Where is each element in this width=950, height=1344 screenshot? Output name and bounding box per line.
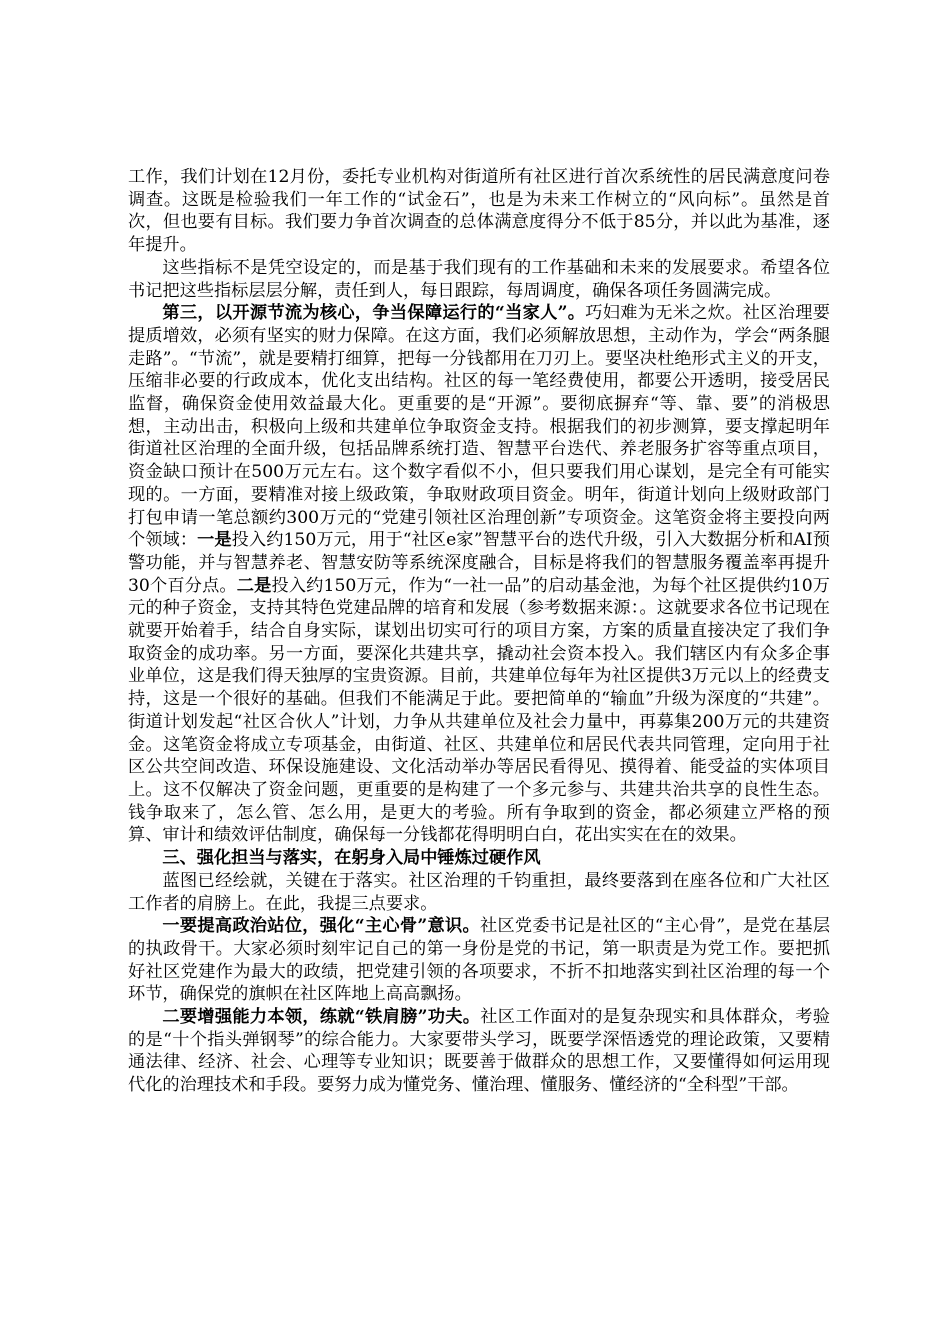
bold-lead-sentence: 二要增强能力本领，练就“铁肩膀”功夫。 [162,1007,481,1028]
section-heading-three [128,847,830,870]
paragraph-indicators [128,257,830,302]
document-page [128,166,830,1097]
heading-text: 三、强化担当与落实，在躬身入局中锤炼过硬作风 [162,848,541,869]
paragraph-text: 工作，我们计划在12月份，委托专业机构对街道所有社区进行首次系统性的居民满意度问卷调查。这既是检验我们一年工作的“试金石”，也是为未来工作树立的“风向标”。虽然是首次，但也要有目标。我们要力争首次调查的总体满意度得分不低于85分，并以此为基准，逐年提升。 [128,167,830,256]
paragraph-text: 社区党委书记是社区的“主心骨”，是党在基层的执政骨干。大家必须时刻牢记自己的第一身份是党的书记，第一职责是为党工作。要把抓好社区党建作为最大的政绩，把党建引领的各项要求，不折不扣地落实到社区治理的每一个环节，确保党的旗帜在社区阵地上高高飘扬。 [128,916,831,1005]
paragraph-text: 巧妇难为无米之炊。社区治理要提质增效，必须有坚实的财力保障。在这方面，我们必须解放思想，主动作为，学会“两条腿走路”。“节流”，就是要精打细算，把每一分钱都用在刀刃上。要坚决杜绝形式主义的开支，压缩非必要的行政成本，优化支出结构。社区的每一笔经费使用，都要公开透明，接受居民监督，确保资金使用效益最大化。更重要的是“开源”。要彻底摒弃“等、靠、要”的消极思想，主动出击，积极向上级和共建单位争取资金支持。根据我们的初步测算，要支撑起明年街道社区治理的全面升级，包括品牌系统打造、智慧平台迭代、养老服务扩容等重点项目，资金缺口预计在500万元左右。这个数字看似不小，但只要我们用心谋划，是完全有可能实现的。一方面，要精准对接上级政策，争取财政项目资金。明年，街道计划向上级财政部门打包申请一笔总额约300万元的“党建引领社区治理创新”专项资金。这笔资金将主要投向两个领域： [128,303,830,551]
bold-enumeration-second: 二是 [236,575,272,596]
bold-lead-sentence: 一要提高政治站位，强化“主心骨”意识。 [162,916,480,937]
paragraph-text: 投入约150万元，作为“一社一品”的启动基金池，为每个社区提供约10万元的种子资金，支持其特色党建品牌的培育和发展（参考数据来源：。这就要求各位书记现在就要开始着手，结合自身实际，谋划出切实可行的项目方案，方案的质量直接决定了我们争取资金的成功率。另一方面，要深化共建共享，撬动社会资本投入。我们辖区内有众多企事业单位，这是我们得天独厚的宝贵资源。目前，共建单位每年为社区提供3万元以上的经费支持，这是一个很好的基础。但我们不能满足于此。要把简单的“输血”升级为深度的“共建”。街道计划发起“社区合伙人”计划，力争从共建单位及社会力量中，再募集200万元的共建资金。这笔资金将成立专项基金，由街道、社区、共建单位和居民代表共同管理，定向用于社区公共空间改造、环保设施建设、文化活动举办等居民看得见、摸得着、能受益的实体项目上。这不仅解决了资金问题，更重要的是构建了一个多元参与、共建共治共享的良性生态。钱争取来了，怎么管、怎么用，是更大的考验。所有争取到的资金，都必须建立严格的预算、审计和绩效评估制度，确保每一分钱都花得明明白白，花出实实在在的效果。 [128,575,830,846]
paragraph-satisfaction-survey [128,166,830,257]
paragraph-text: 蓝图已经绘就，关键在于落实。社区治理的千钧重担，最终要落到在座各位和广大社区工作者的肩膀上。在此，我提三点要求。 [128,870,830,914]
paragraph-implementation [128,870,830,915]
paragraph-requirement-two [128,1006,830,1097]
bold-lead-sentence: 第三，以开源节流为核心，争当保障运行的“当家人”。 [162,303,586,324]
bold-enumeration-first: 一是 [197,530,232,551]
paragraph-third-point [128,302,830,847]
paragraph-requirement-one [128,915,830,1006]
paragraph-text: 这些指标不是凭空设定的，而是基于我们现有的工作基础和未来的发展要求。希望各位书记把这些指标层层分解，责任到人，每日跟踪，每周调度，确保各项任务圆满完成。 [128,257,830,301]
paragraph-text: 社区工作面对的是复杂现实和具体群众，考验的是“十个指头弹钢琴”的综合能力。大家要带头学习，既要学深悟透党的理论政策，又要精通法律、经济、社会、心理等专业知识；既要善于做群众的思想工作，又要懂得如何运用现代化的治理技术和手段。要努力成为懂党务、懂治理、懂服务、懂经济的“全科型”干部。 [128,1007,830,1096]
paragraph-text: 投入约150万元，用于“社区e家”智慧平台的迭代升级，引入大数据分析和AI预警功能，并与智慧养老、智慧安防等系统深度融合，目标是将我们的智慧服务覆盖率再提升30个百分点。 [128,530,830,596]
